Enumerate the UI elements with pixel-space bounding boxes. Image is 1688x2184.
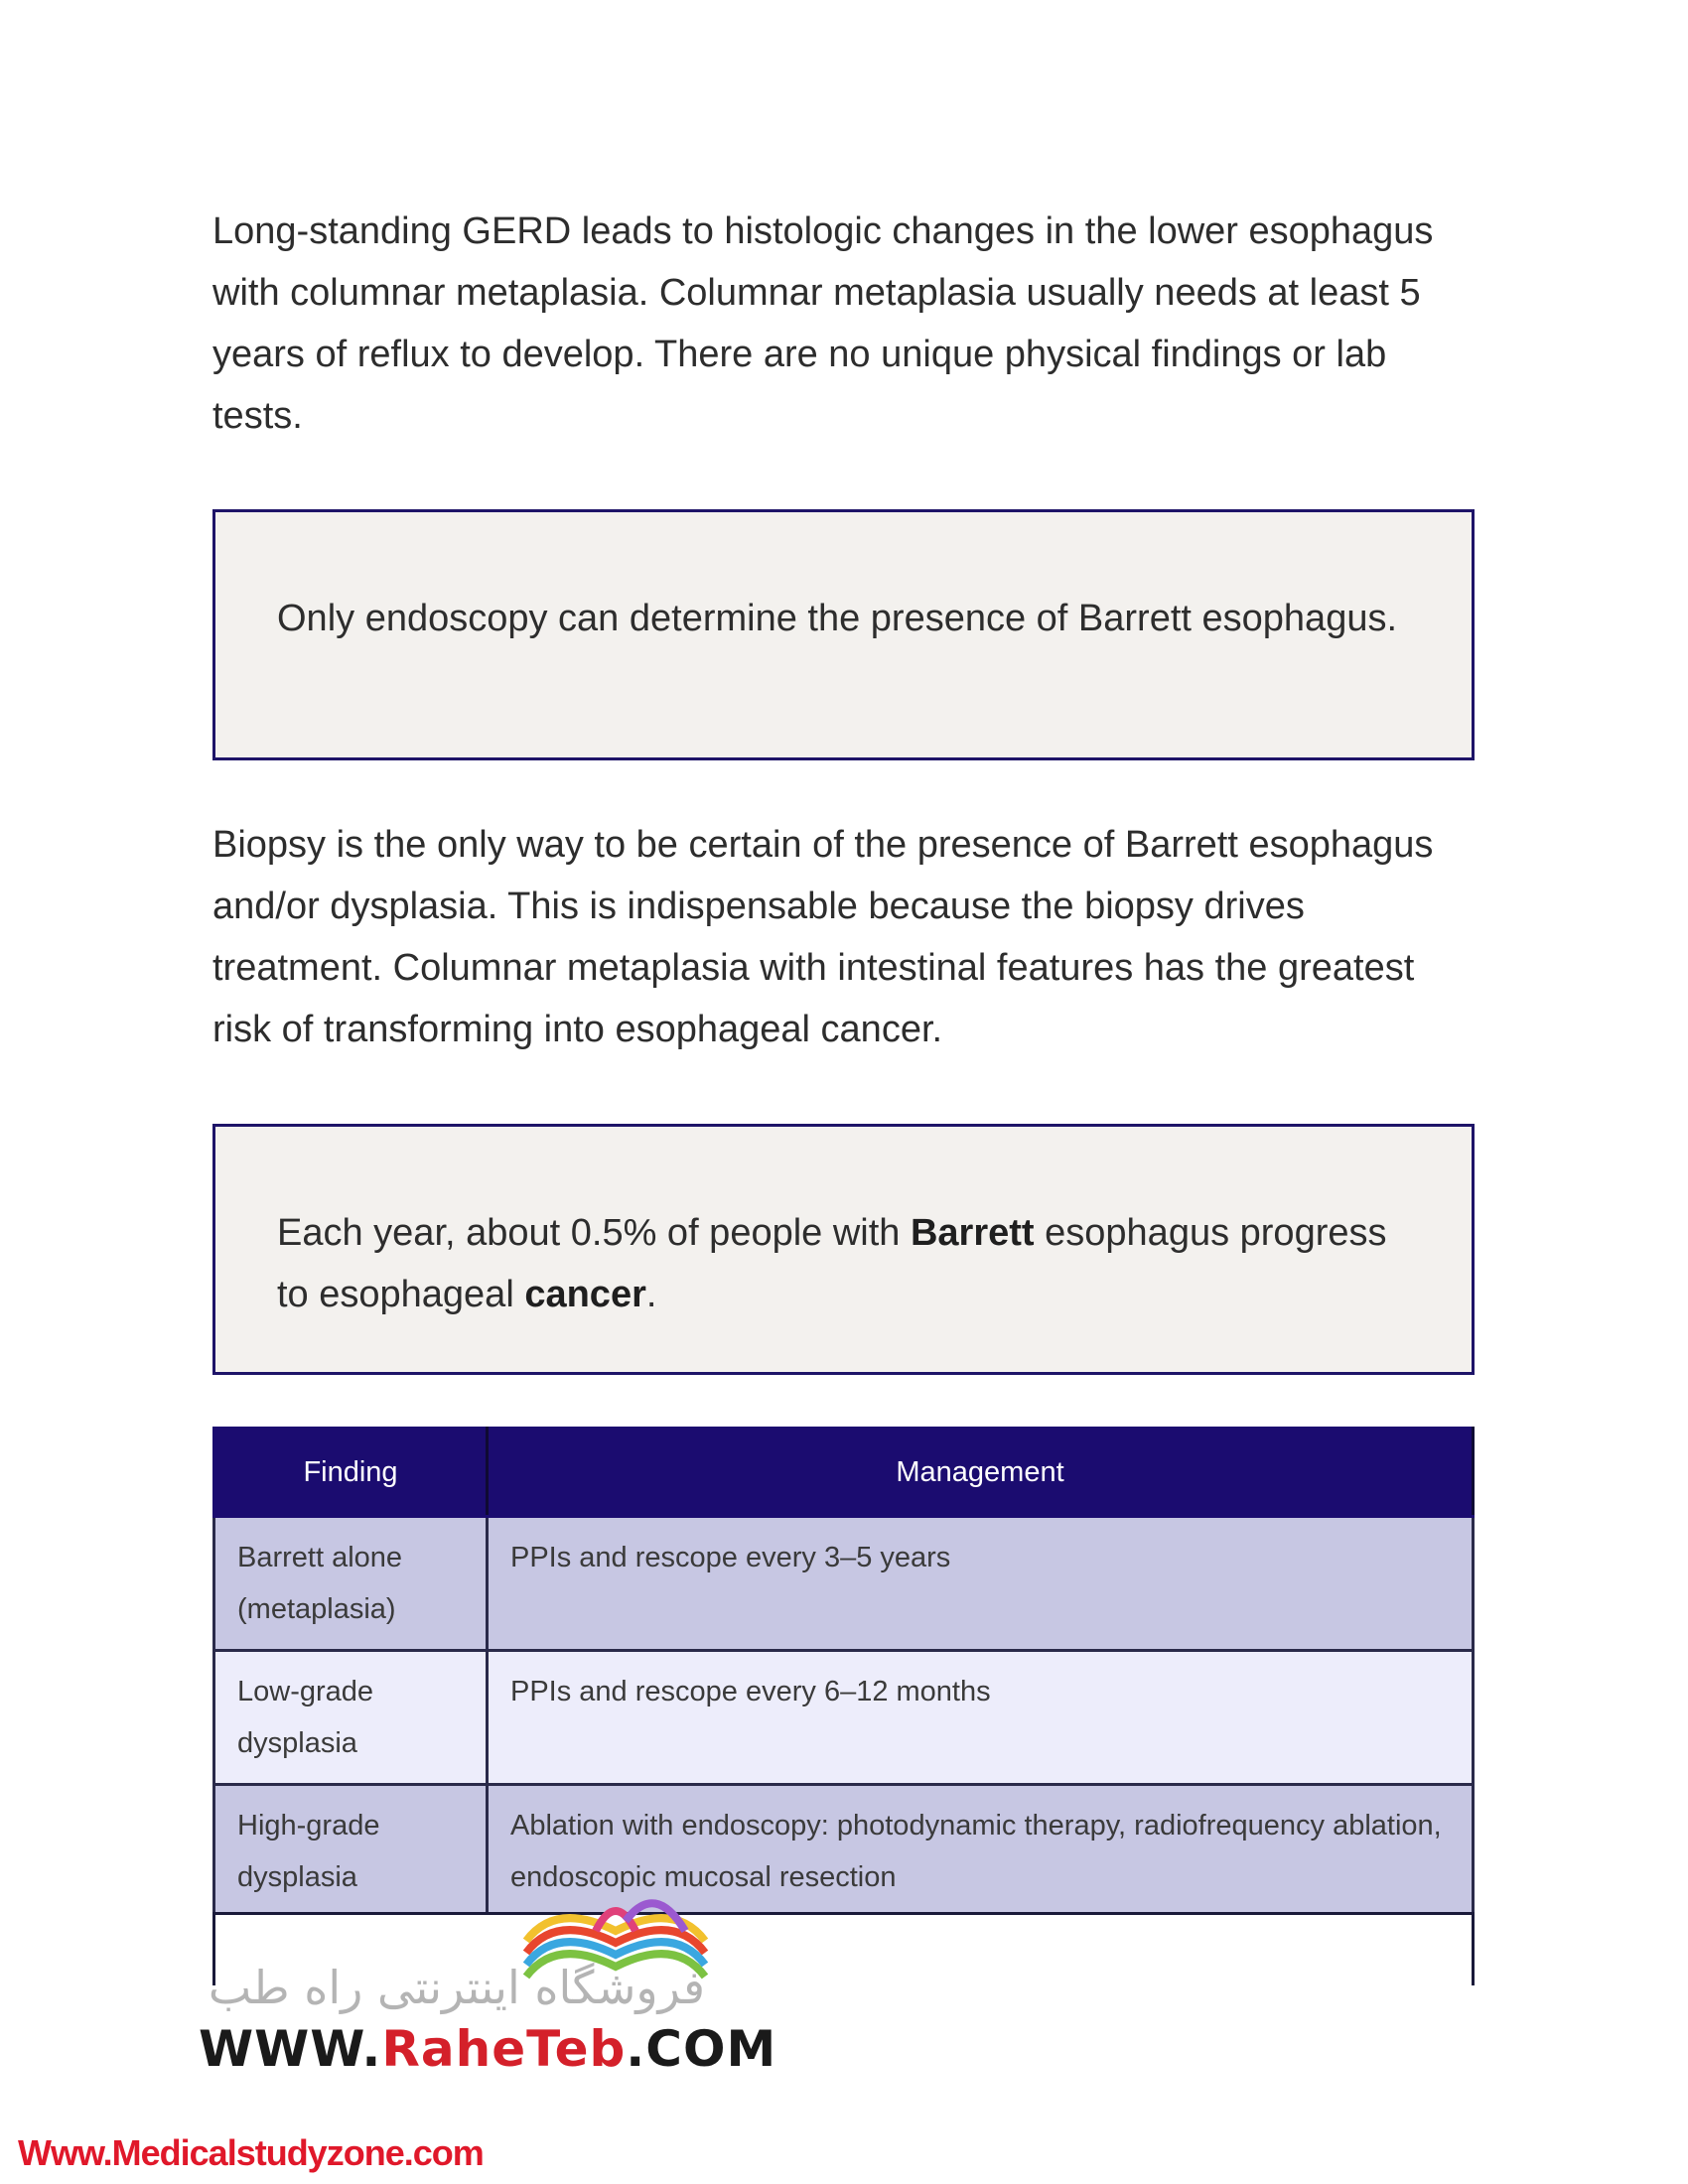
watermark-url: WWW.RaheTeb.COM [199,2020,777,2078]
table-row [214,1651,1474,1785]
emphasis-barrett: Barrett [910,1212,1035,1254]
callout-box [212,509,1475,760]
management-cell: Ablation with endoscopy: photodynamic therapy, radiofrequency ablation, endoscopic mucosal resection [488,1785,1474,1919]
management-table [212,1427,1475,1920]
finding-cell: High-grade dysplasia [214,1785,488,1919]
finding-cell: Low-grade dysplasia [214,1651,488,1785]
header-management: Management [488,1429,1474,1517]
callout-box [212,1124,1475,1375]
table-row [214,1517,1474,1651]
callout-text: Only endoscopy can determine the presence of Barrett esophagus. [277,598,1398,639]
management-cell: PPIs and rescope every 6–12 months [488,1651,1474,1785]
management-cell: PPIs and rescope every 3–5 years [488,1517,1474,1651]
raheteb-watermark [189,1871,777,2080]
footer-url: Www.Medicalstudyzone.com [18,2132,484,2173]
watermark-persian-text: فروشگاه اینترنتی راه طب [208,1961,705,2014]
callout-text: Each year, about 0.5% of people with Barrett esophagus progress to esophageal cancer. [277,1212,1387,1315]
finding-cell: Barrett alone (metaplasia) [214,1517,488,1651]
table-header-row [214,1429,1474,1517]
header-finding: Finding [214,1429,488,1517]
body-paragraph: Long-standing GERD leads to histologic changes in the lower esophagus with columnar metaplasia. Columnar metaplasia usually needs at least 5 years of reflux to develop. There are no unique physical findings or lab tests. [212,210,1434,437]
body-paragraph: Biopsy is the only way to be certain of the presence of Barrett esophagus and/or dysplasia. This is indispensable because the biopsy drives treatment. Columnar metaplasia with intestinal features has the greatest risk of transforming into esophageal cancer. [212,824,1434,1050]
emphasis-cancer: cancer [524,1274,646,1315]
